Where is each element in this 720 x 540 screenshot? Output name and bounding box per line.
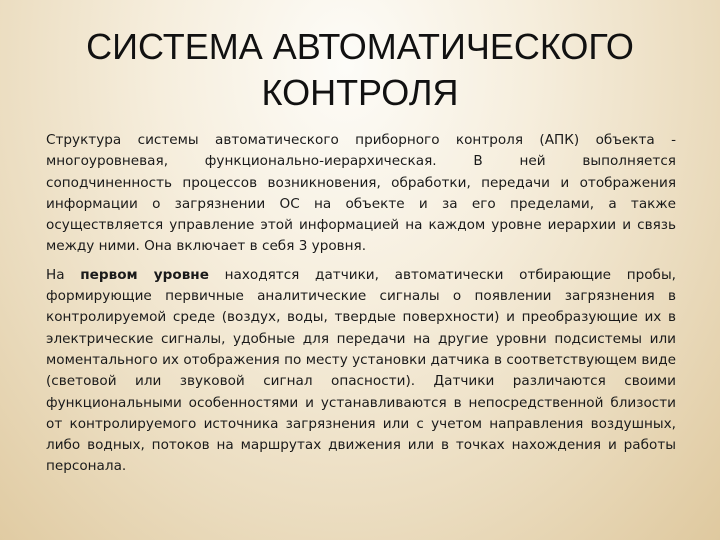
paragraph-first-level-text: находятся датчики, автоматически отбирающие пробы, формирующие первичные аналитические сигналы о появлении загрязнения в контролируемой среде (воздух, воды, твердые поверхности) и преобразующие их в электрические сигналы, удобные для передачи на другие уровни подсистемы или моментального их отображения по месту установки датчика в соответствующем виде (световой или звуковой сигнал опасности). Датчики различаются своими функциональными особенностями и устанавливаются в непосредственной близости от контролируемого источника загрязнения или с учетом направления воздушных, либо водных, потоков на маршрутах движения или в точках нахождения и работы персонала. <box>46 266 676 475</box>
paragraph-first-level-prefix: На <box>46 266 81 283</box>
title-line-1: СИСТЕМА АВТОМАТИЧЕСКОГО <box>86 26 634 67</box>
paragraph-first-level <box>46 265 676 478</box>
title-line-2: КОНТРОЛЯ <box>261 72 459 113</box>
slide-body <box>46 130 676 485</box>
slide-title <box>40 24 680 116</box>
paragraph-intro: Структура системы автоматического приборного контроля (АПК) объекта - многоуровневая, функционально-иерархическая. В ней выполняется соподчиненность процессов возникновения, обработки, передачи и отображения информации о загрязнении ОС на объекте и за его пределами, а также осуществляется управление этой информацией на каждом уровне иерархии и связь между ними. Она включает в себя 3 уровня. <box>46 132 676 255</box>
first-level-emphasis: первом уровне <box>80 266 209 283</box>
